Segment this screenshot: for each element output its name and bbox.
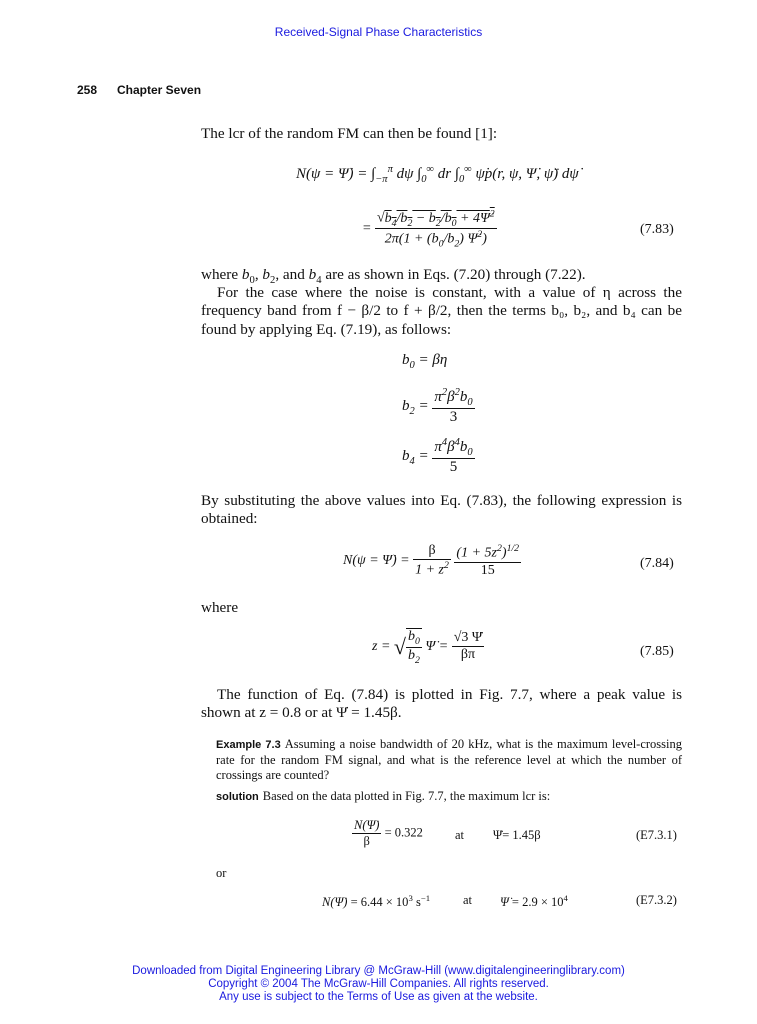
equation-e7-3-2: N(Ψ̇) = $6.44 \times 10^3$ $s^{-1}$ bbox=[322, 893, 431, 910]
e2-condition: Ψ̇ = $2.9 \times 10^4$ bbox=[500, 893, 568, 910]
equation-7-85: z = √ $\frac{b_0}{b_2}$ Ψ̇ = $\frac{√3 \Psi̇}{\beta\pi}$ bbox=[372, 629, 483, 666]
footer-terms[interactable]: Any use is subject to the Terms of Use as given at the website. bbox=[219, 991, 538, 1003]
equation-7-84: N(ψ = Ψ̇) = $\frac{\beta}{1 + z^2}$ $\frac{(1 + 5z^2)^{1/2}}{15}$ bbox=[343, 543, 520, 578]
equation-b4: $b_4$ = $\frac{\pi^4\beta^4b_0}{5}$ bbox=[402, 437, 473, 475]
e2-at: at bbox=[463, 893, 473, 907]
solution-text: Based on the data plotted in Fig. 7.7, the maximum lcr is: bbox=[262, 789, 551, 803]
footer bbox=[0, 965, 757, 1004]
equation-number-e7-3-1: (E7.3.1) bbox=[636, 828, 677, 842]
equation-7-83-line1: N(ψ = Ψ̇) = $\int_{-\pi}^\pi$ dψ $\int_0^\infty$ dr $\int_0^\infty$ ψ̇p(r, ψ, Ψ̇, ψ̈) dψ̇ bbox=[296, 164, 579, 185]
running-header: Received-Signal Phase Characteristics bbox=[274, 25, 483, 39]
example-text: Assuming a noise bandwidth of 20 kHz, what is the maximum level-crossing rate for the random FM signal, and what is the reference level at which the number of crossings are counted? bbox=[216, 737, 683, 782]
paragraph-4: By substituting the above values into Eq. (7.83), the following expression is obtained: bbox=[201, 492, 682, 528]
example-label: Example 7.3 bbox=[216, 739, 281, 751]
e1-condition: Ψ̇= 1.45β bbox=[493, 828, 541, 842]
equation-number-7-85: (7.85) bbox=[640, 644, 674, 659]
footer-download-link[interactable]: Downloaded from Digital Engineering Library @ McGraw-Hill (www.digitalengineeringlibrary.com) bbox=[132, 965, 625, 977]
paragraph-5: The function of Eq. (7.84) is plotted in Fig. 7.7, where a peak value is shown at z = 0.8 or at Ψ̇ = 1.45β. bbox=[201, 686, 682, 722]
footer-copyright: Copyright © 2004 The McGraw-Hill Companies. All rights reserved. bbox=[208, 978, 549, 990]
chapter-title: Chapter Seven bbox=[117, 83, 202, 97]
equation-e7-3-1: $\frac{N(\Psi̇)}{\beta}$ = 0.322 bbox=[354, 818, 423, 848]
where-label: where bbox=[201, 599, 239, 616]
or-label: or bbox=[216, 866, 227, 880]
solution-label: solution bbox=[216, 791, 259, 803]
equation-7-83-line2: = $\frac{√b_4/b_2 - b_2/b_0 + 4\Psi̇^2}{2\pi(1 + (b_0/b_2) \Psi̇^2)}$ bbox=[362, 208, 495, 250]
solution bbox=[216, 789, 682, 805]
paragraph-1: The lcr of the random FM can then be found [1]: bbox=[201, 125, 498, 142]
paragraph-3: For the case where the noise is constant, with a value of η across the frequency band from f − β/2 to f + β/2, then the terms b₀, b₂, and b₄ can be found by applying Eq. (7.19), as follows: bbox=[201, 284, 682, 338]
equation-number-e7-3-2: (E7.3.2) bbox=[636, 893, 677, 907]
page-number: 258 bbox=[77, 83, 98, 97]
example-7-3 bbox=[216, 737, 682, 783]
e1-at: at bbox=[455, 828, 465, 842]
equation-number-7-83: (7.83) bbox=[640, 222, 674, 237]
paragraph-2: where $b_0$, $b_2$, and $b_4$ are as shown in Eqs. (7.20) through (7.22). bbox=[201, 266, 586, 287]
equation-b2: $b_2$ = $\frac{\pi^2\beta^2b_0}{3}$ bbox=[402, 387, 473, 425]
equation-number-7-84: (7.84) bbox=[640, 556, 674, 571]
equation-b0: $b_0 = \beta\eta$ bbox=[402, 352, 448, 371]
